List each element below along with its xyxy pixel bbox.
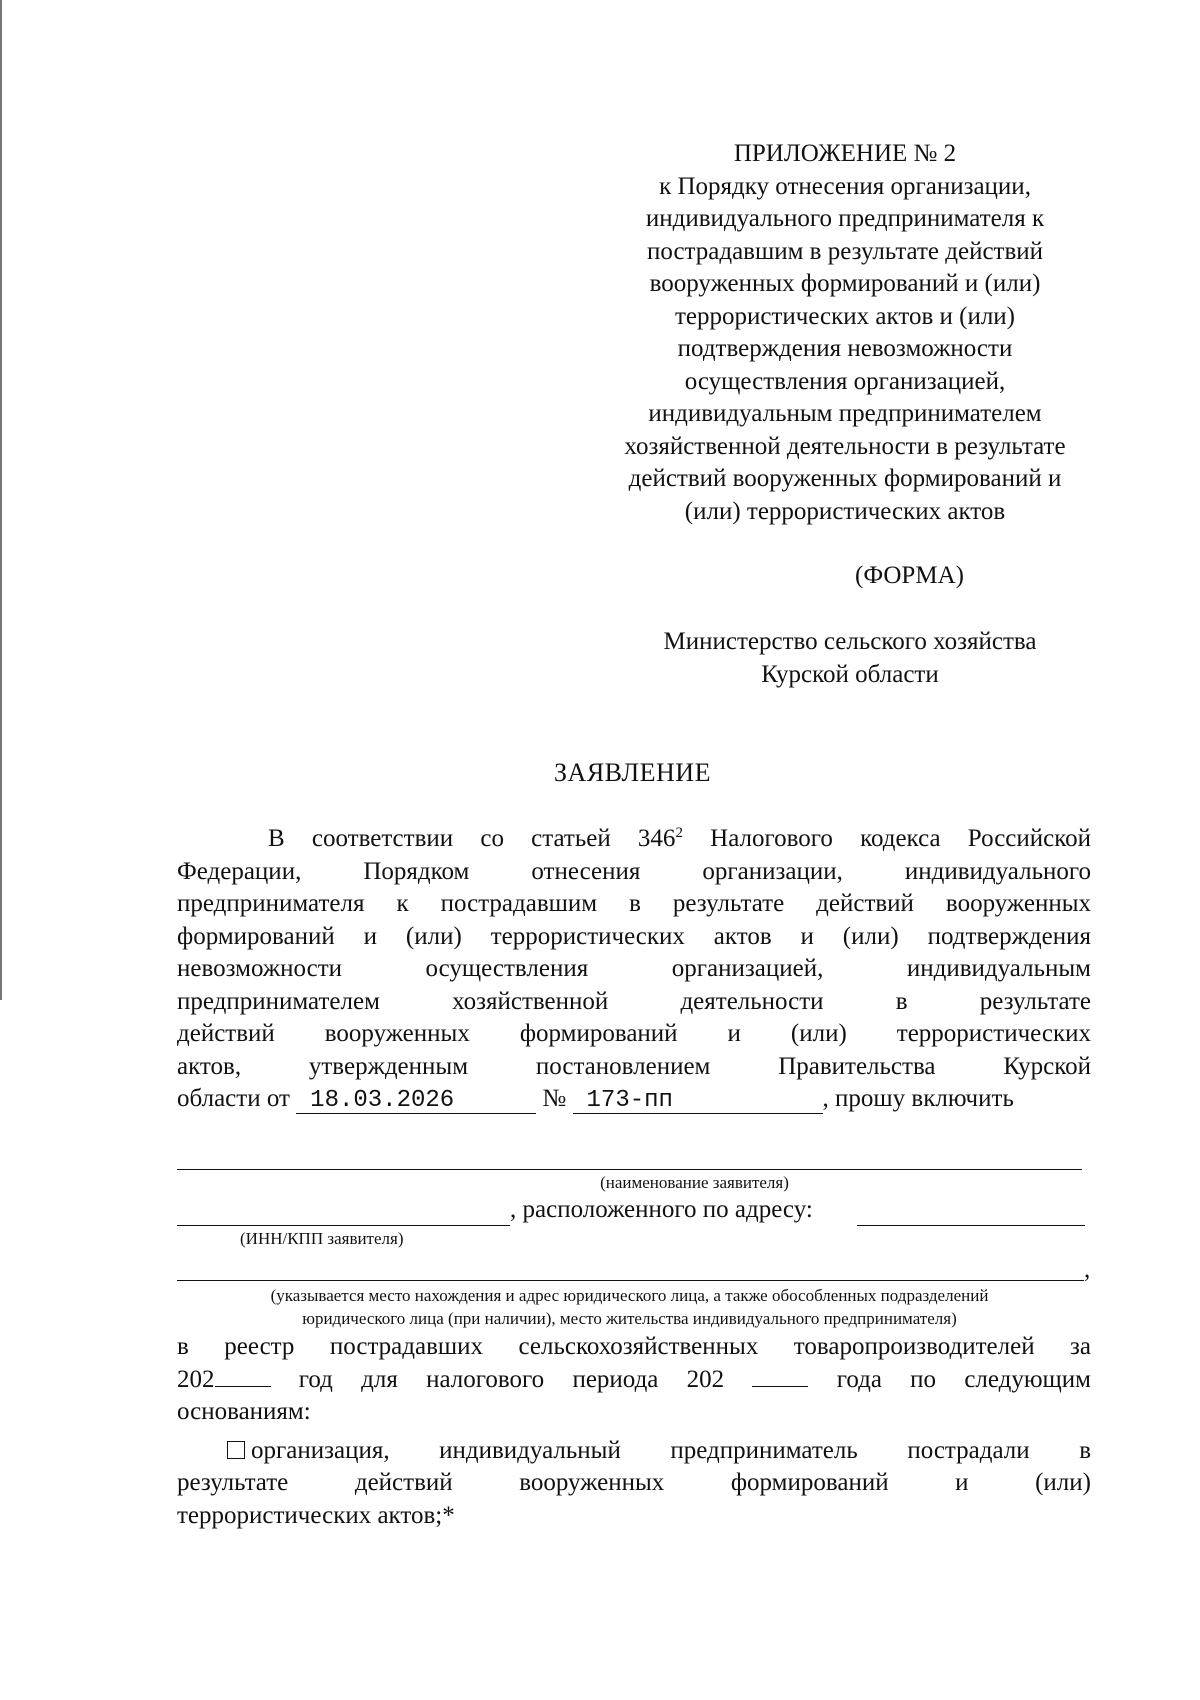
appendix-line: индивидуального предпринимателя к (645, 205, 1045, 232)
intro-line: действий вооруженных формирований и (или) террористических (177, 1020, 1091, 1047)
registry-paragraph (177, 1331, 1091, 1532)
document-title: ЗАЯВЛЕНИЕ (554, 758, 711, 787)
ministry-region: Курской области (761, 660, 939, 688)
intro-line: предпринимателя к пострадавшим в результате действий вооруженных (177, 890, 1091, 917)
option-line (177, 1435, 1091, 1468)
option-line: террористических актов;* (177, 1501, 455, 1529)
address-end-comma: , (1084, 1256, 1091, 1283)
address-caption-line: (указывается место нахождения и адрес юридического лица, а также обособленных подразделений (270, 1286, 989, 1305)
year-prefix: 202 (177, 1365, 215, 1393)
appendix-line: террористических актов и (или) (674, 302, 1016, 330)
option-1-checkbox[interactable] (227, 1441, 245, 1459)
address-caption-line: юридического лица (при наличии), место жительства индивидуального предпринимателя) (302, 1309, 957, 1328)
intro-line: невозможности осуществления организацией, индивидуальным (177, 955, 1091, 982)
inn-kpp-caption: (ИНН/КПП заявителя) (240, 1229, 404, 1248)
option-1-text: организация, индивидуальный предприниматель пострадали в (251, 1436, 1091, 1464)
registry-line: в реестр пострадавших сельскохозяйственных товаропроизводителей за (177, 1333, 1091, 1360)
intro-line: актов, утвержденным постановлением Правительства Курской (177, 1052, 1091, 1080)
address-label: , расположенного по адресу: (510, 1196, 813, 1223)
registry-year-line (177, 1364, 1091, 1397)
year-blank[interactable] (215, 1364, 271, 1387)
appendix-line: действий вооруженных формирований и (628, 465, 1062, 492)
registry-mid-text: год для налогового периода 202 (298, 1365, 753, 1393)
appendix-line: пострадавшим в результате действий (646, 237, 1044, 265)
resolution-prefix: области от (177, 1085, 290, 1112)
resolution-number-field[interactable]: 173-пп (573, 1089, 823, 1114)
resolution-line (177, 1083, 1091, 1116)
intro-text: Налогового кодекса Российской (682, 825, 1091, 852)
intro-line: Федерации, Порядком отнесения организации, индивидуального (177, 857, 1091, 885)
intro-line (177, 823, 1091, 856)
page-edge-line (0, 0, 2, 1000)
address-caption (177, 1284, 1082, 1330)
appendix-line: индивидуальным предпринимателем (648, 400, 1042, 427)
address-field[interactable] (857, 1225, 1085, 1226)
option-line: результате действий вооруженных формирований и (или) (177, 1469, 1091, 1496)
ministry-name: Министерство сельского хозяйства (663, 628, 1037, 655)
number-sign: № (542, 1085, 567, 1112)
applicant-name-caption: (наименование заявителя) (600, 1173, 789, 1192)
full-address-field[interactable] (177, 1280, 1084, 1281)
tax-period-blank[interactable] (752, 1364, 808, 1387)
resolution-date-field[interactable]: 18.03.2026 (296, 1089, 536, 1114)
appendix-line: осуществления организацией, (684, 367, 1006, 395)
appendix-line: вооруженных формирований и (или) (649, 270, 1041, 297)
article-superscript: 2 (675, 825, 683, 841)
appendix-block (580, 138, 1110, 528)
applicant-name-field[interactable] (177, 1169, 1082, 1170)
intro-paragraph (177, 823, 1091, 1116)
intro-text: В соответствии со статьей 346 (268, 825, 676, 852)
intro-line: предпринимателем хозяйственной деятельности в результате (177, 987, 1091, 1015)
appendix-line: к Порядку отнесения организации, (659, 172, 1031, 200)
resolution-suffix: , прошу включить (822, 1085, 1014, 1112)
registry-suffix: года по следующим (836, 1365, 1092, 1393)
appendix-line: хозяйственной деятельности в результате (624, 432, 1066, 460)
ministry-block (620, 626, 1080, 691)
intro-line: формирований и (или) террористических актов и (или) подтверждения (177, 922, 1091, 950)
form-label: (ФОРМА) (855, 562, 964, 589)
appendix-line: (или) террористических актов (684, 497, 1006, 525)
inn-kpp-field[interactable] (177, 1225, 510, 1226)
appendix-title: ПРИЛОЖЕНИЕ № 2 (733, 140, 957, 167)
appendix-line: подтверждения невозможности (677, 335, 1013, 362)
registry-line: основаниям: (177, 1398, 311, 1425)
